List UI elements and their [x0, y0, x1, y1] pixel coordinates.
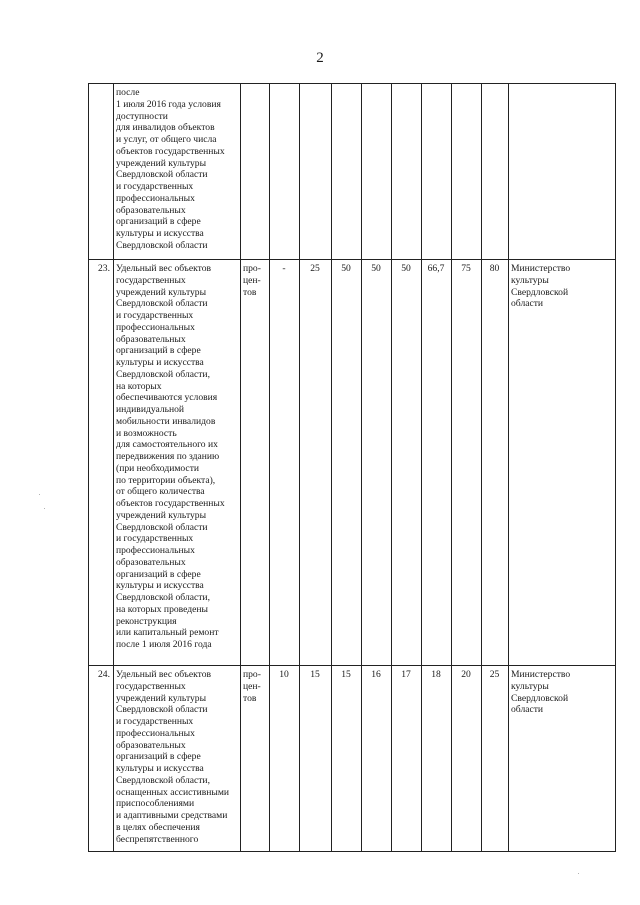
table-border-bottom: [88, 851, 616, 852]
column-divider: [481, 83, 482, 852]
unit: про- цен- тов: [243, 669, 261, 704]
value-cell: 25: [489, 669, 500, 680]
value-cell: 66,7: [427, 263, 445, 274]
column-divider: [113, 83, 114, 852]
column-divider: [451, 83, 452, 852]
value-cell: 10: [279, 669, 289, 680]
responsible-organization: Министерство культуры Свердловской области: [511, 263, 571, 310]
row-divider: [88, 665, 616, 666]
column-divider: [269, 83, 270, 852]
column-divider: [421, 83, 422, 852]
value-cell: 25: [310, 263, 320, 274]
indicator-table: [88, 83, 616, 852]
value-cell: 50: [371, 263, 381, 274]
indicator-description: Удельный вес объектов государственных учреждений культуры Свердловской области и государственных профессиональных образовательных организаций в сфере культуры и искусства Свердловской области, на которых обеспечиваются условия индивидуальной мобильности инвалидов и возможность для самостоятельного их передвижения по зданию (при необходимости по территории объекта), от общего количества объектов государственных учреждений культуры Свердловской области и государственных профессиональных образовательных организаций в сфере культуры и искусства Свердловской области, на которых проведены реконструкция или капитальный ремонт после 1 июля 2016 года: [116, 263, 225, 650]
scan-speck: [44, 508, 45, 509]
value-cell: 20: [461, 669, 471, 680]
value-cell: 80: [489, 263, 500, 274]
value-cell: -: [282, 263, 286, 274]
table-border-left: [88, 83, 89, 852]
scan-speck: [39, 494, 40, 495]
table-border-right: [615, 83, 616, 852]
indicator-description: Удельный вес объектов государственных учреждений культуры Свердловской области и государственных профессиональных образовательных организаций в сфере культуры и искусства Свердловской области, оснащенных ассистивными приспособлениями и адаптивными средствами в целях обеспечения беспрепятственного: [116, 669, 230, 845]
row-divider: [88, 259, 616, 260]
column-divider: [508, 83, 509, 852]
value-cell: 75: [461, 263, 471, 274]
value-cell: 18: [431, 669, 441, 680]
value-cell: 16: [371, 669, 381, 680]
row-number: 23.: [98, 263, 110, 274]
value-cell: 17: [401, 669, 411, 680]
value-cell: 50: [401, 263, 411, 274]
value-cell: 15: [310, 669, 320, 680]
value-cell: 50: [341, 263, 351, 274]
table-border-top: [88, 83, 616, 84]
row-number: 24.: [98, 669, 110, 680]
column-divider: [391, 83, 392, 852]
scan-speck: [578, 873, 579, 874]
value-cell: 15: [341, 669, 351, 680]
column-divider: [331, 83, 332, 852]
column-divider: [299, 83, 300, 852]
continuation-description: после 1 июля 2016 года условия доступности для инвалидов объектов и услуг, от общего числа объектов государственных учреждений культуры Свердловской области и государственных профессиональных образовательных организаций в сфере культуры и искусства Свердловской области: [116, 87, 225, 251]
column-divider: [240, 83, 241, 852]
responsible-organization: Министерство культуры Свердловской области: [511, 669, 571, 716]
column-divider: [361, 83, 362, 852]
page-number: 2: [316, 50, 324, 66]
unit: про- цен- тов: [243, 263, 261, 298]
